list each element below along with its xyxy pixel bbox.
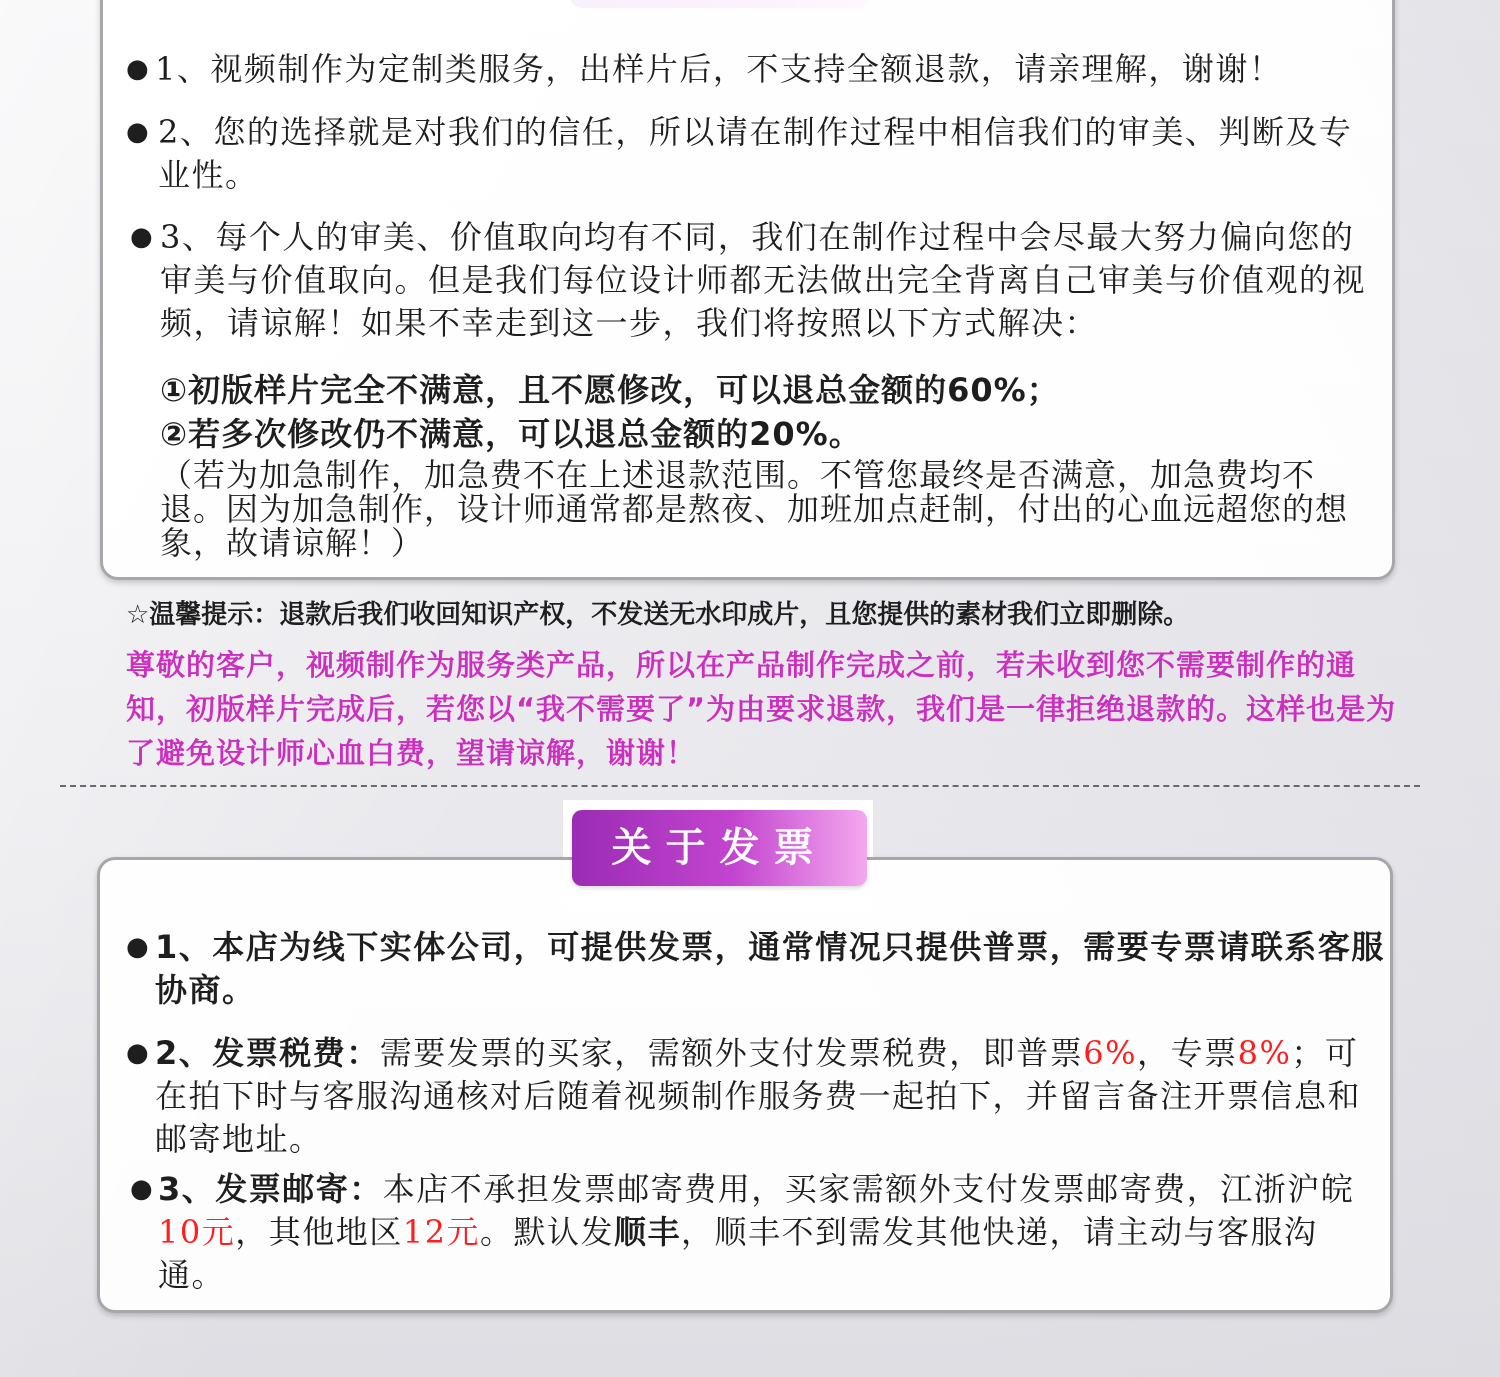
default-courier: 顺丰 — [614, 1213, 682, 1251]
invoice-item-1: 1、本店为线下实体公司，可提供发票，通常情况只提供普票，需要专票请联系客服协商。 — [155, 928, 1385, 1009]
invoice-item-3-text: ，其他地区 — [235, 1213, 403, 1251]
invoice-item-2-label: 2、发票税费： — [155, 1034, 380, 1072]
invoice-item-3-text: 本店不承担发票邮寄费用，买家需额外支付发票邮寄费，江浙沪皖 — [382, 1170, 1355, 1208]
special-invoice-rate: 8% — [1237, 1034, 1292, 1072]
other-shipping-fee: 12元 — [402, 1213, 480, 1251]
dashed-divider — [60, 785, 1420, 787]
invoice-item-3-label: 3、发票邮寄： — [158, 1170, 383, 1208]
invoice-item-2-text: ，专票 — [1137, 1034, 1238, 1072]
bullet-icon: ● — [130, 222, 153, 252]
bullet-icon: ● — [126, 54, 149, 84]
invoice-item-3-text: 。默认发 — [479, 1213, 614, 1251]
refund-item-2: 2、您的选择就是对我们的信任，所以请在制作过程中相信我们的审美、判断及专业性。 — [158, 113, 1353, 194]
bullet-icon: ● — [126, 1038, 149, 1068]
bullet-icon: ● — [126, 932, 149, 962]
refund-notice: 尊敬的客户，视频制作为服务类产品，所以在产品制作完成之前，若未收到您不需要制作的通知，初版样片完成后，若您以“我不需要了”为由要求退款，我们是一律拒绝退款的。这样也是为了避免设计师心血白费，望请谅解，谢谢！ — [126, 648, 1397, 770]
rush-fee-note: （若为加急制作，加急费不在上述退款范围。不管您最终是否满意，加急费均不退。因为加急制作，设计师通常都是熬夜、加班加点赶制，付出的心血远超您的想象，故请谅解！） — [160, 456, 1349, 562]
refund-option-2: ②若多次修改仍不满意，可以退总金额的20%。 — [160, 415, 862, 453]
refund-option-1: ①初版样片完全不满意，且不愿修改，可以退总金额的60%； — [160, 371, 1060, 409]
invoice-section-title: 关于发票 — [572, 810, 867, 886]
invoice-item-3 — [158, 1168, 1380, 1297]
refund-item-1: 1、视频制作为定制类服务，出样片后，不支持全额退款，请亲理解，谢谢！ — [155, 50, 1283, 88]
bullet-icon: ● — [130, 1174, 153, 1204]
bullet-icon: ● — [126, 117, 149, 147]
refund-item-3: 3、每个人的审美、价值取向均有不同，我们在制作过程中会尽最大努力偏向您的审美与价值取向。但是我们每位设计师都无法做出完全背离自己审美与价值观的视频，请谅解！如果不幸走到这一步，我们将按照以下方式解决： — [160, 218, 1367, 342]
general-invoice-rate: 6% — [1083, 1034, 1138, 1072]
local-shipping-fee: 10元 — [158, 1213, 236, 1251]
invoice-item-2-text: ；可在拍下时与客服沟通核对后随着视频制作服务费一起拍下，并留言备注开票信息和邮寄地址。 — [155, 1034, 1362, 1158]
invoice-item-3-text: ，顺丰不到需发其他快递，请主动与客服沟通。 — [158, 1213, 1318, 1294]
invoice-item-2 — [155, 1032, 1380, 1161]
warm-tip: ☆温馨提示：退款后我们收回知识产权，不发送无水印成片，且您提供的素材我们立即删除。 — [126, 600, 1190, 630]
invoice-item-2-text: 需要发票的买家，需额外支付发票税费，即普票 — [379, 1034, 1084, 1072]
